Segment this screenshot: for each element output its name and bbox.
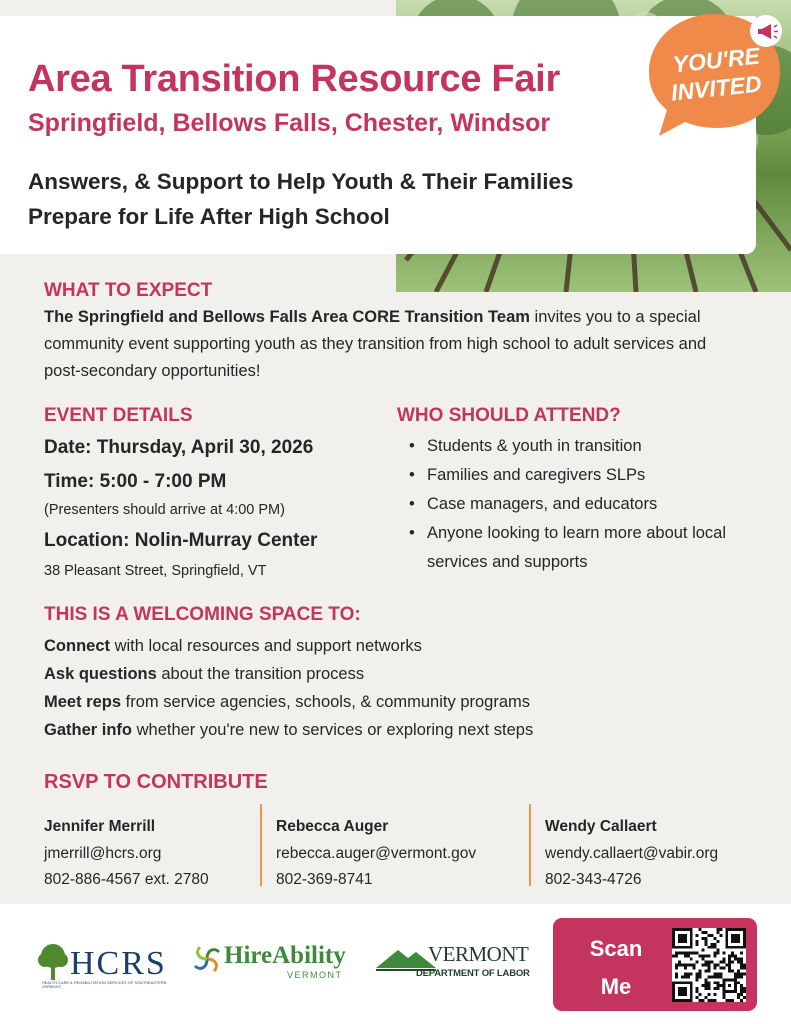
scan-me-card[interactable] [553,918,757,1011]
event-date: Date: Thursday, April 30, 2026 [44,437,314,458]
hireability-wordmark: HireAbility [224,942,346,969]
attend-list [406,432,746,577]
hero-card [0,16,756,254]
tagline-line-1: Answers, & Support to Help Youth & Their Families [28,169,574,194]
tree-icon [38,944,68,980]
page-subtitle: Springfield, Bellows Falls, Chester, Windsor [28,109,551,137]
contact-phone[interactable]: 802-369-8741 [276,871,373,888]
expect-paragraph [44,304,744,385]
welcome-heading: THIS IS A WELCOMING SPACE TO: [44,604,361,625]
list-item: • Students & youth in transition [406,432,746,461]
page-title: Area Transition Resource Fair [28,58,560,100]
list-item: Connect with local resources and support networks [44,637,422,655]
list-item: Meet reps from service agencies, schools, & community programs [44,693,531,711]
event-heading: EVENT DETAILS [44,405,193,426]
hireability-logo [192,940,360,984]
event-time: Time: 5:00 - 7:00 PM [44,471,227,492]
hcrs-tagline: HEALTH CARE & REHABILITATION SERVICES OF SOUTHEASTERN VERMONT [42,981,167,989]
list-item: Ask questions about the transition process [44,665,365,683]
contact-phone[interactable]: 802-343-4726 [545,871,642,888]
scan-line-1: Scan [589,936,643,961]
svg-text:HCRS: HCRS [70,945,167,982]
hcrs-logo [36,936,181,992]
megaphone-icon [749,14,783,48]
contact-divider [260,804,262,886]
vermont-sub: DEPARTMENT OF LABOR [416,968,530,979]
contact-name: Wendy Callaert [545,818,657,835]
contact-divider [529,804,531,886]
badge-line-2: INVITED [669,70,763,106]
event-location: Location: Nolin-Murray Center [44,530,318,551]
expect-heading: WHAT TO EXPECT [44,280,213,301]
contact-card-3 [545,814,718,893]
pinwheel-icon [192,944,222,974]
expect-lead: The Springfield and Bellows Falls Area CORE Transition Team [44,308,530,326]
vermont-dol-logo [376,940,530,984]
contact-phone[interactable]: 802-886-4567 ext. 2780 [44,871,209,888]
expect-body: invites you to a special community event supporting youth as they transition from high school to adult services and post-secondary opportunities! [44,308,707,380]
badge-line-1: YOU'RE [671,42,761,78]
invited-badge [645,10,791,140]
hireability-sub: VERMONT [287,970,343,980]
list-item: • Anyone looking to learn more about local services and supports [406,519,746,577]
tagline [28,164,668,234]
contact-name: Jennifer Merrill [44,818,156,835]
scan-line-2: Me [600,974,632,999]
event-address: 38 Pleasant Street, Springfield, VT [44,563,267,579]
list-item: • Case managers, and educators [406,490,746,519]
scan-label [571,930,661,1006]
contact-card-2 [276,814,476,893]
contact-name: Rebecca Auger [276,818,389,835]
welcome-list [44,632,533,744]
qr-code-icon[interactable] [672,928,746,1002]
presenters-note: (Presenters should arrive at 4:00 PM) [44,502,285,518]
contact-email[interactable]: jmerrill@hcrs.org [44,845,162,862]
list-item: Gather info whether you're new to services or exploring next steps [44,721,534,739]
attend-heading: WHO SHOULD ATTEND? [397,405,621,426]
rsvp-heading: RSVP TO CONTRIBUTE [44,771,268,793]
list-item: • Families and caregivers SLPs [406,461,746,490]
contact-email[interactable]: wendy.callaert@vabir.org [545,845,719,862]
vermont-wordmark: VERMONT [428,942,529,966]
contact-card-1 [44,814,209,893]
tagline-line-2: Prepare for Life After High School [28,204,390,229]
contact-email[interactable]: rebecca.auger@vermont.gov [276,845,477,862]
